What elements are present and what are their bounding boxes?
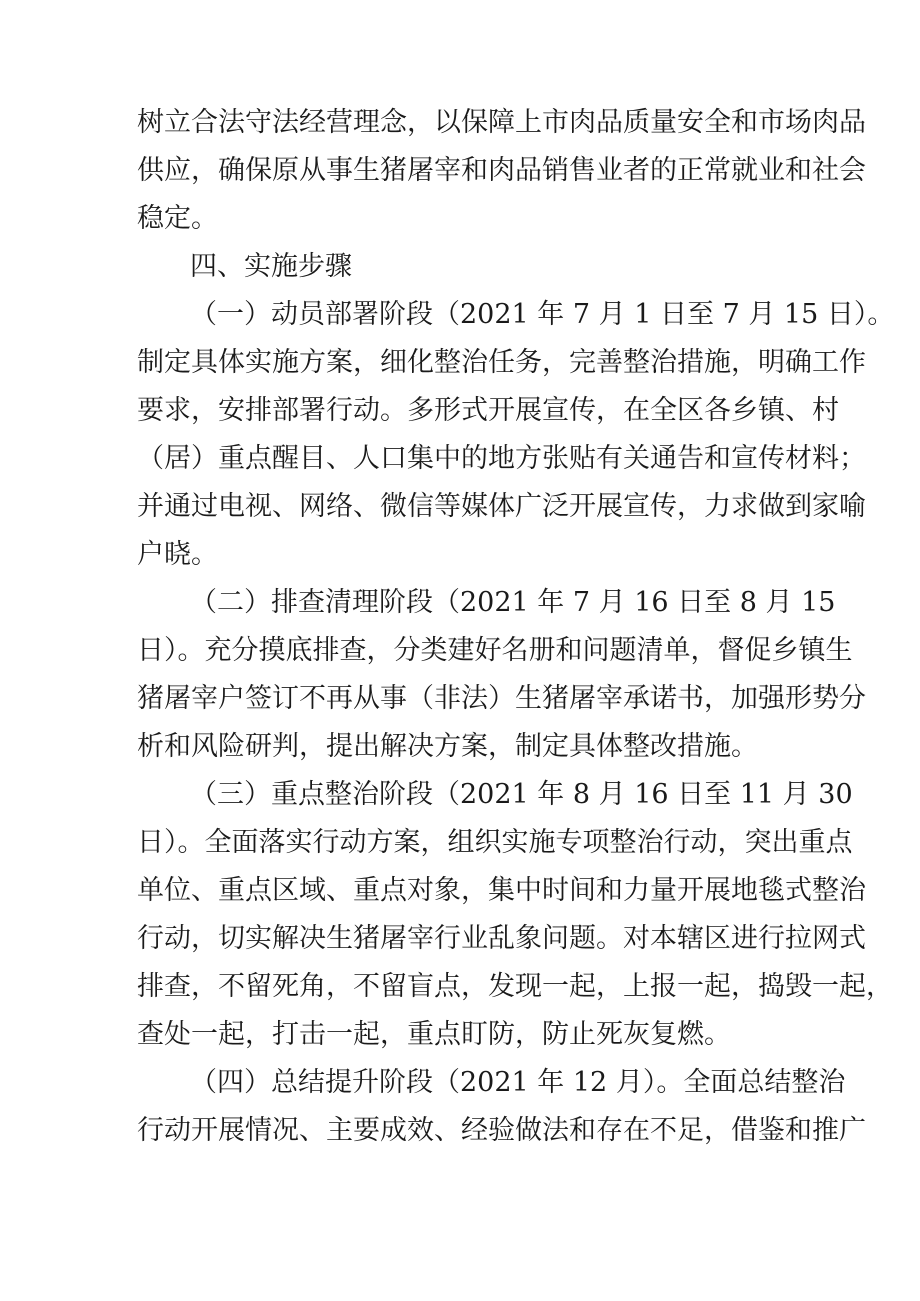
text-line: （四）总结提升阶段（2021 年 12 月）。全面总结整治 bbox=[190, 1067, 846, 1098]
text-line: 单位、重点区域、重点对象，集中时间和力量开展地毯式整治 bbox=[137, 875, 866, 906]
text-line: 析和风险研判，提出解决方案，制定具体整改措施。 bbox=[137, 731, 758, 762]
text-line: 要求，安排部署行动。多形式开展宣传，在全区各乡镇、村 bbox=[137, 395, 839, 426]
text-line: 行动，切实解决生猪屠宰行业乱象问题。对本辖区进行拉网式 bbox=[137, 923, 866, 954]
text-line: （二）排查清理阶段（2021 年 7 月 16 日至 8 月 15 bbox=[190, 587, 836, 618]
section-heading: 四、实施步骤 bbox=[190, 251, 352, 282]
text-line: 猪屠宰户签订不再从事（非法）生猪屠宰承诺书，加强形势分 bbox=[137, 683, 866, 714]
text-line: 制定具体实施方案，细化整治任务，完善整治措施，明确工作 bbox=[137, 347, 866, 378]
text-line: （三）重点整治阶段（2021 年 8 月 16 日至 11 月 30 bbox=[190, 779, 853, 810]
text-line: 稳定。 bbox=[137, 203, 218, 234]
text-line: 并通过电视、网络、微信等媒体广泛开展宣传，力求做到家喻 bbox=[137, 491, 866, 522]
text-line: 供应，确保原从事生猪屠宰和肉品销售业者的正常就业和社会 bbox=[137, 155, 866, 186]
text-line: 行动开展情况、主要成效、经验做法和存在不足，借鉴和推广 bbox=[137, 1115, 866, 1146]
text-line: 日）。全面落实行动方案，组织实施专项整治行动，突出重点 bbox=[137, 827, 853, 858]
text-line: （一）动员部署阶段（2021 年 7 月 1 日至 7 月 15 日）。 bbox=[190, 299, 895, 330]
text-line: 户晓。 bbox=[137, 539, 218, 570]
text-line: 排查，不留死角，不留盲点，发现一起，上报一起，捣毁一起， bbox=[137, 971, 893, 1002]
text-line: 日）。充分摸底排查，分类建好名册和问题清单，督促乡镇生 bbox=[137, 635, 853, 666]
text-line: 查处一起，打击一起，重点盯防，防止死灰复燃。 bbox=[137, 1019, 731, 1050]
text-line: （居）重点醒目、人口集中的地方张贴有关通告和宣传材料； bbox=[137, 443, 866, 474]
text-line: 树立合法守法经营理念，以保障上市肉品质量安全和市场肉品 bbox=[137, 107, 866, 138]
